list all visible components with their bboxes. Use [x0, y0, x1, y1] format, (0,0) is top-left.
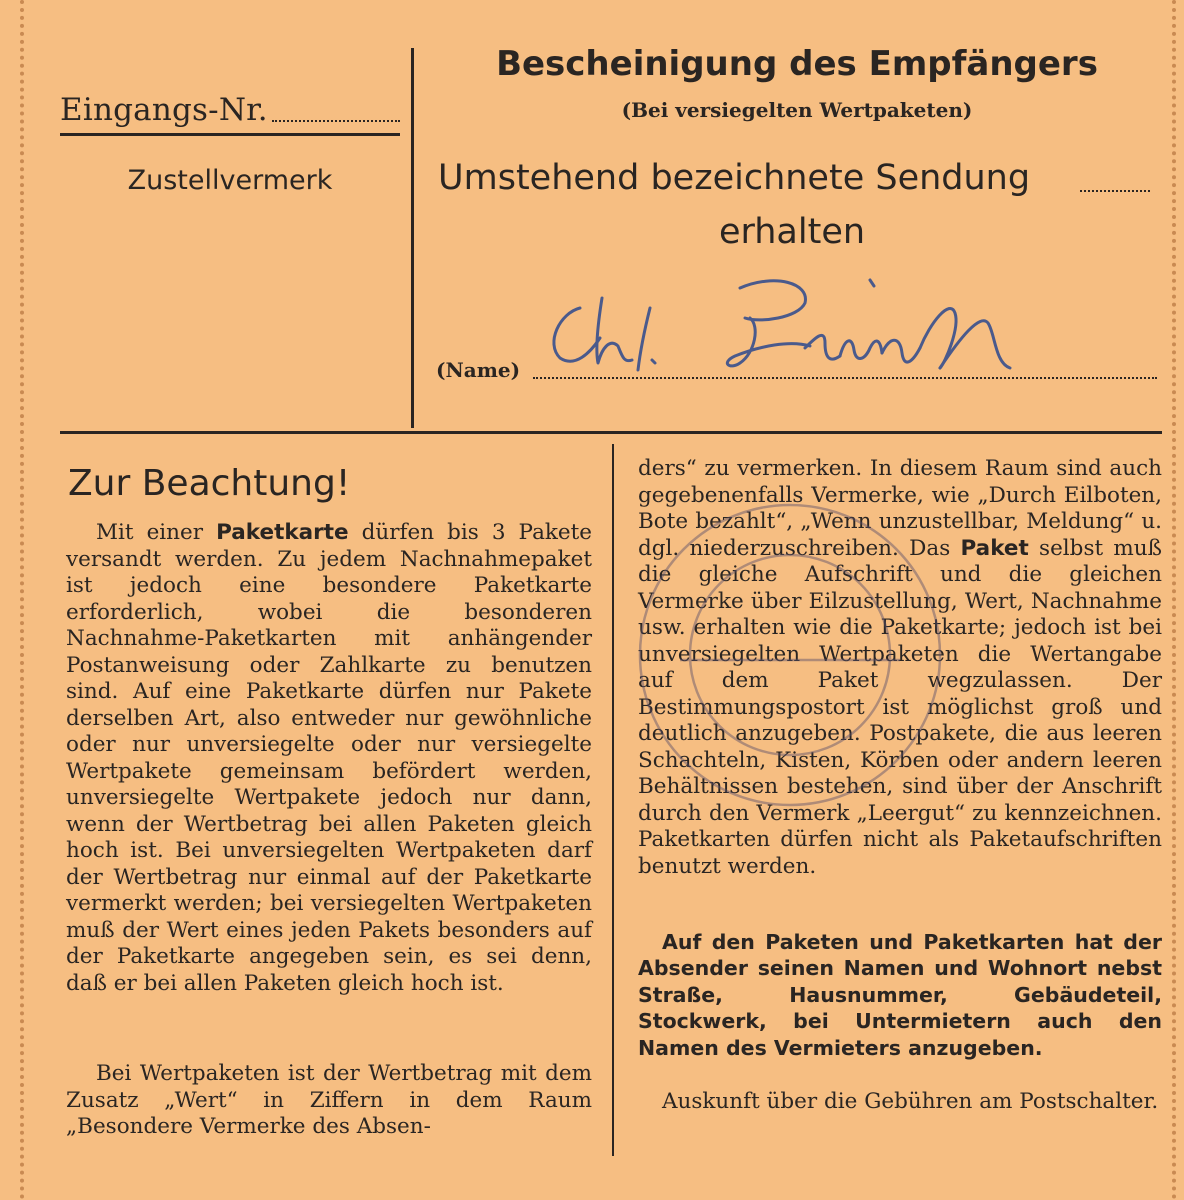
notice-paragraph-right-2: Auf den Paketen und Paketkarten hat der Absender seinen Namen und Wohnort nebst Straße, Hausnummer, Gebäudeteil, Stockwerk, bei Untermietern auch den Namen des Vermieters anzugeben. — [638, 930, 1162, 1060]
notice-left-prefix: Mit einer — [96, 520, 217, 545]
certificate-line2: erhalten — [718, 212, 866, 252]
notice-heading: Zur Beachtung! — [68, 463, 351, 504]
divider-vertical-bottom — [612, 444, 614, 1156]
divider-vertical-top — [411, 48, 414, 428]
perforation-left — [20, 0, 24, 1200]
notice-right-body-a: ders“ zu vermerken. In diesem Raum sind auch gegebenenfalls Vermerke, wie „Durch Eilboten, Bote bezahlt“, „Wenn unzustellbar, Meldung“ u. dgl. niederzuschreiben. Das — [638, 456, 1162, 561]
perforation-right — [1172, 0, 1176, 1200]
eingang-field — [60, 92, 400, 128]
certificate-line1: Umstehend bezeichnete Sendung — [438, 158, 1031, 198]
notice-right-body-b: selbst muß die gleiche Aufschrift und die gleichen Vermerke über Eilzustellung, Wert, Nachnahme usw. erhalten wie die Paketkarte; jedoch ist bei unversiegelten Wertpaketen die Wertangabe auf dem Paket wegzulassen. Der Bestimmungspostort ist möglichst groß und deutlich anzugeben. Postpakete, die aus leeren Schachteln, Kisten, Körben oder andern leeren Behältnissen bestehen, sind über der Anschrift durch den Vermerk „Leergut“ zu kennzeichnen. Paketkarten dürfen nicht als Paketaufschriften benutzt werden. — [638, 535, 1162, 879]
notice-paragraph-left-2: Bei Wertpaketen ist der Wertbetrag mit dem Zusatz „Wert“ in Ziffern in dem Raum „Besondere Vermerke des Absen- — [66, 1061, 592, 1139]
divider-horizontal — [60, 431, 1162, 434]
certificate-subtitle: (Bei versiegelten Wertpaketen) — [621, 98, 973, 122]
sendung-dotted-line — [1080, 190, 1150, 192]
zustell-label: Zustellvermerk — [127, 165, 333, 196]
certificate-title: Bescheinigung des Empfängers — [496, 44, 1098, 84]
name-label: (Name) — [436, 358, 521, 382]
notice-left-bold: Paketkarte — [216, 520, 349, 545]
handwritten-signature — [540, 268, 1040, 398]
eingang-label: Eingangs-Nr. — [60, 92, 268, 128]
eingang-dotted-line — [272, 120, 400, 122]
notice-paragraph-right-3: Auskunft über die Gebühren am Postschalter. — [662, 1089, 1159, 1114]
postmark-stamp — [620, 485, 960, 825]
eingang-rule — [60, 133, 400, 136]
notice-right-bold: Paket — [960, 535, 1029, 561]
notice-left-body: dürfen bis 3 Pakete versandt werden. Zu jedem Nachnahmepaket ist jedoch eine besondere Paketkarte erforderlich, wobei die besonderen Nachnahme-Paketkarten mit anhängender Postanweisung oder Zahlkarte zu benutzen sind. Auf eine Paketkarte dürfen nur Pakete derselben Art, also entweder nur gewöhnliche oder nur unversiegelte oder nur versiegelte Wertpakete gemeinsam befördert werden, unversiegelte Wertpakete jedoch nur dann, wenn der Wertbetrag bei allen Paketen gleich hoch ist. Bei unversiegelten Wertpaketen darf der Wertbetrag nur einmal auf der Paketkarte vermerkt werden; bei versiegelten Wertpaketen muß der Wert eines jeden Pakets besonders auf der Paketkarte angegeben sein, es sei denn, daß er bei allen Paketen gleich hoch ist. — [66, 520, 592, 996]
notice-paragraph-left-1 — [66, 520, 592, 997]
